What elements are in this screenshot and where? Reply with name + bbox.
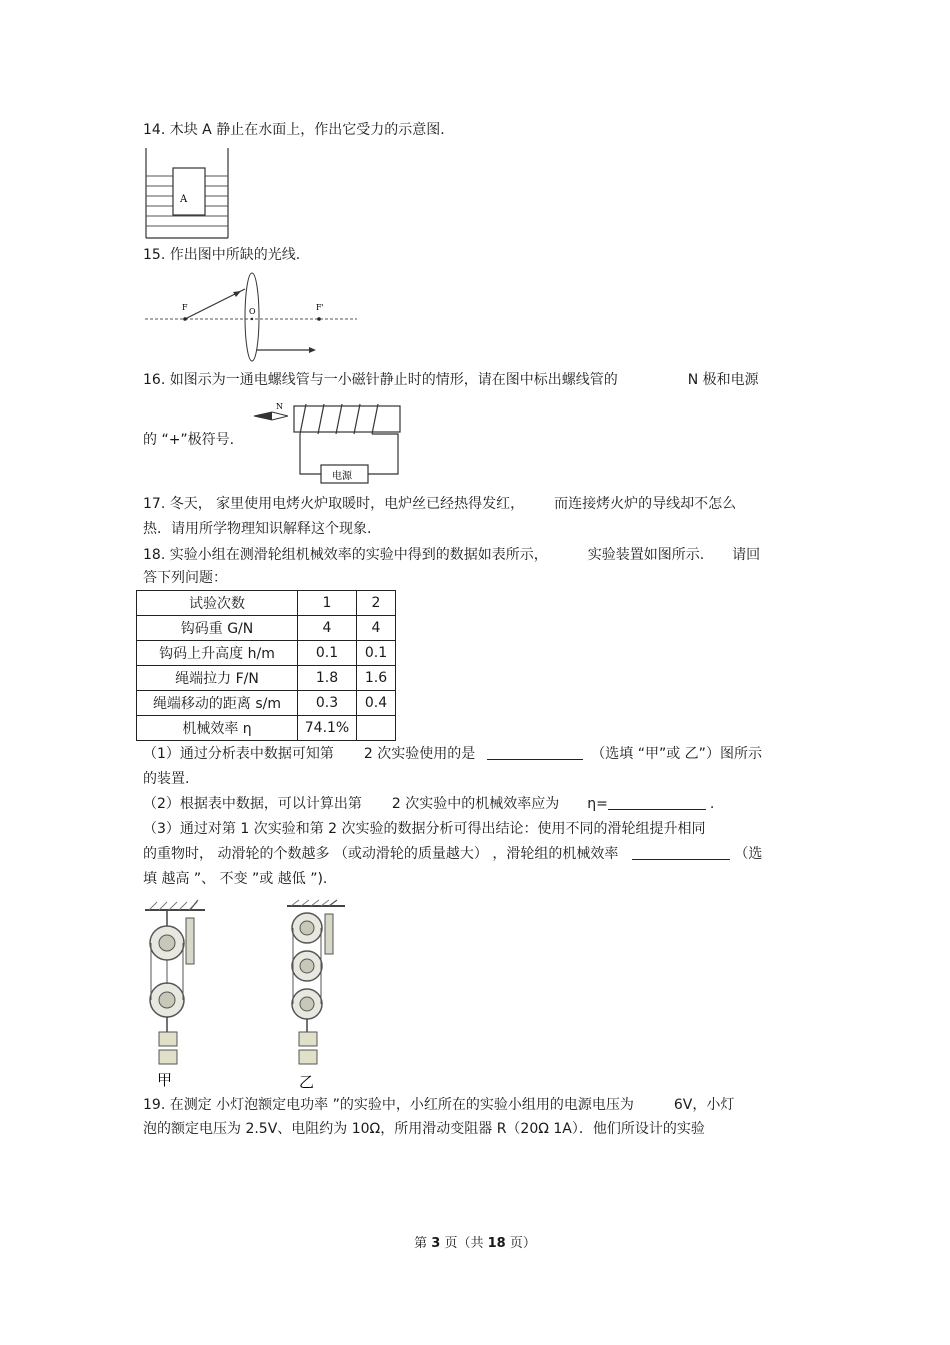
answer-blank-3[interactable]	[632, 845, 730, 860]
q16-line1: 16. 如图示为一通电螺线管与一小磁针静止时的情形，请在图中标出螺线管的 N 极和电源	[143, 372, 759, 388]
table-cell	[357, 716, 396, 741]
q18-line1: 18. 实验小组在测滑轮组机械效率的实验中得到的数据如表所示， 实验装置如图所示. 请回	[143, 547, 761, 563]
table-cell: 0.1	[298, 641, 357, 666]
q18-sub3-cont: 的重物时， 动滑轮的个数越多 （或动滑轮的质量越大） ，滑轮组的机械效率 （选	[143, 846, 763, 862]
q16-line2: 的 “+”极符号.	[143, 432, 235, 448]
table-row	[137, 691, 396, 716]
data-table	[136, 590, 396, 741]
q15-text: 15. 作出图中所缺的光线.	[143, 247, 301, 263]
table-cell: 绳端拉力 F/N	[137, 666, 298, 691]
q14-text: 14. 木块 A 静止在水面上，作出它受力的示意图.	[143, 122, 445, 138]
q18-sub1: （1）通过分析表中数据可知第 2 次实验使用的是 （选填 “甲”或 乙”）图所示	[143, 746, 762, 762]
label-jia: 甲	[157, 1071, 173, 1089]
q16-figure	[254, 398, 404, 488]
q18-sub3-end: 填 越高 ”、 不变 ”或 越低 ”).	[143, 871, 328, 887]
table-cell: 1.8	[298, 666, 357, 691]
page-total: 18	[487, 1236, 506, 1251]
q19-line1: 19. 在测定 小灯泡额定电功率 ”的实验中，小红所在的实验小组用的电源电压为 6V，小灯	[143, 1097, 735, 1113]
table-row	[137, 641, 396, 666]
q15-figure	[145, 272, 360, 367]
answer-blank-1[interactable]	[487, 745, 583, 760]
page-number: 3	[431, 1236, 441, 1251]
label-f-left: F	[182, 303, 188, 312]
table-cell: 74.1%	[298, 716, 357, 741]
table-cell: 机械效率 η	[137, 716, 298, 741]
q19-line2: 泡的额定电压为 2.5V、电阻约为 10Ω，所用滑动变阻器 R（20Ω 1A）．他们所设计的实验	[143, 1121, 705, 1137]
table-row	[137, 591, 396, 616]
q18-sub2: （2）根据表中数据，可以计算出第 2 次实验中的机械效率应为 η= .	[143, 796, 715, 812]
block-a	[173, 168, 205, 215]
q17-line1: 17. 冬天， 家里使用电烤火炉取暖时，电炉丝已经热得发红， 而连接烤火炉的导线却不怎么	[143, 496, 737, 512]
q18-line2: 答下列问题：	[143, 570, 227, 586]
solenoid	[294, 406, 400, 432]
table-row	[137, 716, 396, 741]
table-cell: 4	[357, 616, 396, 641]
table-cell: 1	[298, 591, 357, 616]
answer-blank-2[interactable]	[608, 795, 706, 810]
pulley-figure-yi	[285, 900, 365, 1090]
q18-sub3: （3）通过对第 1 次实验和第 2 次实验的数据分析可得出结论：使用不同的滑轮组提升相同	[143, 821, 706, 837]
table-cell: 0.1	[357, 641, 396, 666]
table-cell: 4	[298, 616, 357, 641]
table-cell: 0.3	[298, 691, 357, 716]
power-label: 电源	[332, 471, 352, 482]
label-o: O	[249, 307, 256, 316]
table-cell: 1.6	[357, 666, 396, 691]
page-footer: 第 3 页（共 18 页）	[414, 1236, 536, 1251]
label-f-right: F'	[316, 303, 324, 312]
table-row	[137, 666, 396, 691]
table-row	[137, 616, 396, 641]
table-cell: 绳端移动的距离 s/m	[137, 691, 298, 716]
table-cell: 2	[357, 591, 396, 616]
q17-line2: 热．请用所学物理知识解释这个现象.	[143, 521, 372, 537]
needle-n-label: N	[276, 402, 283, 411]
table-cell: 钩码重 G/N	[137, 616, 298, 641]
q18-sub1-cont: 的装置.	[143, 771, 190, 787]
block-a-label: A	[180, 194, 188, 205]
table-cell: 试验次数	[137, 591, 298, 616]
table-cell: 0.4	[357, 691, 396, 716]
convex-lens	[245, 273, 259, 361]
pulley-figure-jia	[143, 900, 223, 1090]
table-cell: 钩码上升高度 h/m	[137, 641, 298, 666]
q14-figure	[140, 146, 235, 241]
label-yi: 乙	[299, 1073, 315, 1091]
